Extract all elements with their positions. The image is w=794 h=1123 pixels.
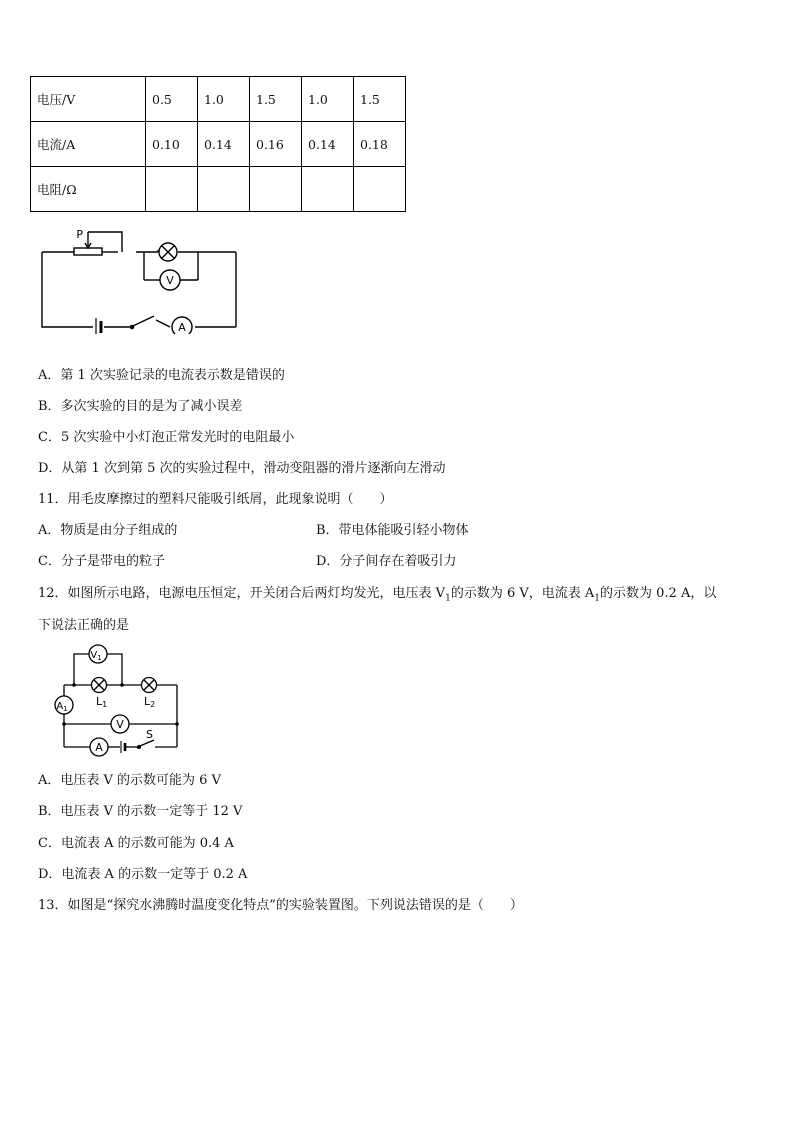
q12-stem: 12．如图所示电路，电源电压恒定，开关闭合后两灯均发光，电压表 $V_1$的示数为 6 V，电流表 $A_1$的示数为 0.2 A，以 <box>38 586 717 604</box>
q11-option-d: D．分子间存在着吸引力 <box>316 554 457 569</box>
table-cell: 0.14 <box>302 122 354 167</box>
slider-label: P <box>76 228 83 241</box>
q10-option-a: A．第 1 次实验记录的电流表示数是错误的 <box>38 368 285 383</box>
q11-option-c: C．分子是带电的粒子 <box>38 554 165 569</box>
q12-option-c: C．电流表 A 的示数可能为 0.4 A <box>38 836 234 851</box>
row-header: 电阻/Ω <box>31 167 146 212</box>
ammeter-label: A <box>178 321 186 334</box>
v-label: V <box>116 718 124 731</box>
q11-option-a: A．物质是由分子组成的 <box>38 523 178 538</box>
a-label: A <box>95 741 103 754</box>
table-cell <box>250 167 302 212</box>
data-table <box>30 76 406 212</box>
circuit-diagram-1 <box>38 222 242 334</box>
table-cell: 1.5 <box>354 77 406 122</box>
table-cell <box>146 167 198 212</box>
q11-stem: 11．用毛皮摩擦过的塑料尺能吸引纸屑，此现象说明（ ） <box>38 492 393 507</box>
table-row <box>31 167 406 212</box>
q10-option-b: B．多次实验的目的是为了减小误差 <box>38 399 243 414</box>
table-cell <box>354 167 406 212</box>
v1-label: $V_1$ <box>90 650 102 662</box>
q13-stem: 13．如图是“探究水沸腾时温度变化特点”的实验装置图。下列说法错误的是（ ） <box>38 898 523 913</box>
q12-option-d: D．电流表 A 的示数一定等于 0.2 A <box>38 867 248 882</box>
table-row <box>31 122 406 167</box>
row-header: 电流/A <box>31 122 146 167</box>
q10-option-d: D．从第 1 次到第 5 次的实验过程中，滑动变阻器的滑片逐渐向左滑动 <box>38 461 446 476</box>
row-header: 电压/V <box>31 77 146 122</box>
table-cell: 1.0 <box>198 77 250 122</box>
q12-stem-line2: 下说法正确的是 <box>38 618 130 633</box>
q10-option-c: C．5 次实验中小灯泡正常发光时的电阻最小 <box>38 430 295 445</box>
table-cell: 0.10 <box>146 122 198 167</box>
table-cell: 0.18 <box>354 122 406 167</box>
table-cell: 0.5 <box>146 77 198 122</box>
table-row <box>31 77 406 122</box>
a1-label: $A_1$ <box>56 701 68 713</box>
q12-option-a: A．电压表 V 的示数可能为 6 V <box>38 773 221 788</box>
switch-label: S <box>146 728 153 741</box>
table-cell: 1.0 <box>302 77 354 122</box>
l2-label: L2 <box>144 695 156 709</box>
l1-label: L1 <box>96 695 108 709</box>
table-cell <box>198 167 250 212</box>
table-cell: 1.5 <box>250 77 302 122</box>
table-cell: 0.14 <box>198 122 250 167</box>
q12-option-b: B．电压表 V 的示数一定等于 12 V <box>38 804 243 819</box>
q11-option-b: B．带电体能吸引轻小物体 <box>316 523 469 538</box>
table-cell: 0.16 <box>250 122 302 167</box>
table-cell <box>302 167 354 212</box>
circuit-diagram-2 <box>50 640 186 758</box>
voltmeter-label: V <box>166 274 174 287</box>
